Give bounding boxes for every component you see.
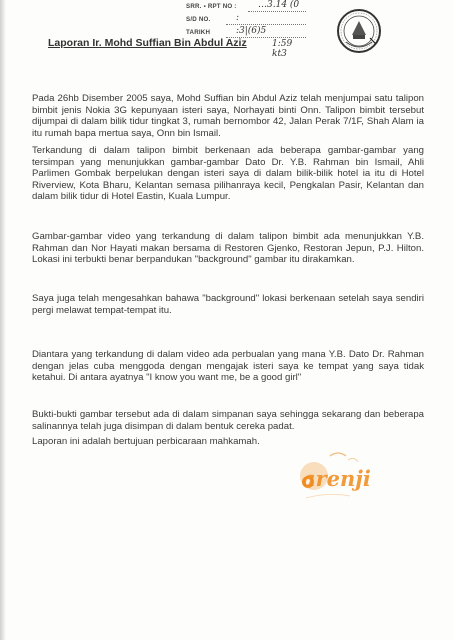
- paragraph-purpose: Laporan ini adalah bertujuan perbicaraan mahkamah.: [32, 436, 260, 447]
- svg-text:arenji: arenji: [302, 466, 371, 491]
- paragraph-conversation: Diantara yang terkandung di dalam video ada perbualan yang mana Y.B. Dato Dr. Rahman dengan jelas cuba menggoda dengan mengajak isteri saya ke tempat yang saya tidak ketahui. Di antara ayatnya "I know you want me, be a good girl": [32, 349, 424, 384]
- ref-line: [248, 0, 306, 12]
- paragraph-photos: Terkandung di dalam talipon bimbit berkenaan ada beberapa gambar-gambar yang tersimpan yang menunjukkan gambar-gambar Dato Dr. Y.B. Rahman bin Ismail, Ahli Parlimen Gombak berpelukan dengan isteri saya di dalam bilik-bilik hotel ia itu di Hotel Riverview, Kota Bharu, Kelantan semasa pilihanraya kecil, Pengkalan Pasir, Kelantan dan dalam bilik tidur di Hotel Eastin, Kuala Lumpur.: [32, 145, 424, 203]
- police-seal-icon: [336, 8, 382, 54]
- time-value: 1:59 kt3: [272, 39, 293, 59]
- report-title: Laporan Ir. Mohd Suffian Bin Abdul Aziz: [48, 37, 247, 49]
- scan-edge-shadow: [0, 0, 6, 640]
- sd-value: :: [236, 13, 240, 23]
- ref-label: SRR. ▪ RPT NO :: [186, 3, 237, 10]
- paragraph-discovery: Pada 26hb Disember 2005 saya, Mohd Suffian bin Abdul Aziz telah menjumpai satu talipon bimbit jenis Nokia 3G kepunyaan isteri saya, Norhayati binti Onn. Talipon bimbit tersebut dijumpai di dalam bilik tidur tingkat 3, rumah bernombor 42, Jalan Perak 7/1F, Shah Alam ia itu rumah bapa mertua saya, Onn bin Ismail.: [32, 93, 424, 139]
- date-label: TARIKH: [186, 29, 211, 36]
- paragraph-verification: Saya juga telah mengesahkan bahawa "background" lokasi berkenaan setelah saya sendiri pergi melawat tempat-tempat itu.: [32, 293, 424, 316]
- ref-row: [186, 0, 306, 16]
- paragraph-evidence: Bukti-bukti gambar tersebut ada di dalam simpanan saya sehingga sekarang dan beberapa salinannya telah juga disimpan di dalam bentuk cereka padat.: [32, 409, 424, 432]
- arenji-watermark-logo: [288, 446, 374, 504]
- paragraph-videos: Gambar-gambar video yang terkandung di dalam talipon bimbit ada menunjukkan Y.B. Rahman dan Nor Hayati makan bersama di Restoren Gjenko, Restoran Jepun, P.J. Hilton. Lokasi ini terbukti benar berpandukan "background" gambar itu dirakamkan.: [32, 231, 424, 266]
- ref-value: …3.14 (0: [258, 0, 300, 10]
- date-value: :3|(6)5: [236, 26, 267, 36]
- sd-line: [226, 13, 306, 25]
- sd-label: S/D NO.: [186, 16, 211, 23]
